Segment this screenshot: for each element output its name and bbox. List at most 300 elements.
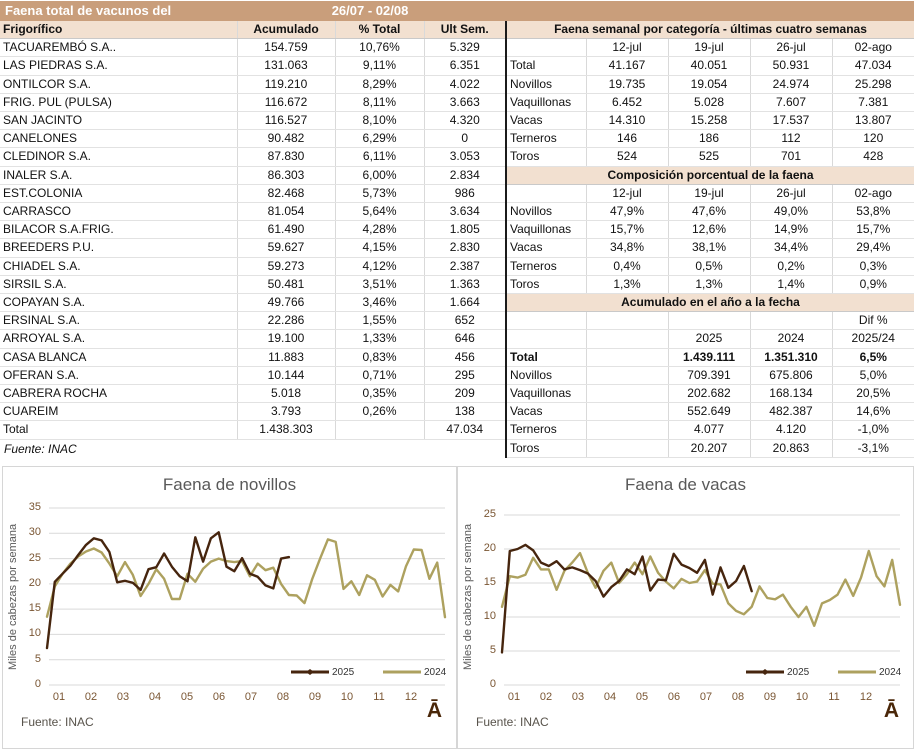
table-row [0, 203, 505, 221]
logo-mark: Ā [883, 699, 899, 722]
table-cell: 14,6% [832, 403, 914, 421]
y-tick-label: 10 [483, 610, 496, 622]
composition-table [507, 185, 914, 294]
table-cell: 86.303 [237, 166, 335, 184]
table-cell: 90.482 [237, 130, 335, 148]
x-tick-label: 08 [731, 691, 745, 703]
table-cell: 552.649 [668, 403, 750, 421]
table-cell: Total [507, 57, 586, 75]
table-cell: SAN JACINTO [0, 112, 237, 130]
table-row [0, 330, 505, 348]
table-cell: 456 [424, 348, 505, 366]
table-cell: 2.834 [424, 166, 505, 184]
table-cell: 3.053 [424, 148, 505, 166]
table-cell: Vacas [507, 112, 586, 130]
table-cell: 0,9% [832, 275, 914, 293]
table-row [507, 312, 914, 330]
table-cell: 1.438.303 [237, 421, 335, 439]
table-row [0, 93, 505, 111]
table-cell [586, 366, 668, 384]
table-cell [507, 39, 586, 57]
x-tick-label: 07 [244, 691, 258, 703]
table-cell: 47.034 [832, 57, 914, 75]
table-cell: 5.018 [237, 385, 335, 403]
table-row [0, 385, 505, 403]
table-cell: 2025/24 [832, 330, 914, 348]
x-tick-label: 05 [635, 691, 649, 703]
table-row [507, 421, 914, 439]
table-cell: 0,3% [832, 257, 914, 275]
table-row [507, 185, 914, 203]
table-cell [507, 312, 586, 330]
table-cell: 482.387 [750, 403, 832, 421]
table-cell [586, 403, 668, 421]
table-cell: 525 [668, 148, 750, 166]
ytd-section-title: Acumulado en el año a la fecha [507, 294, 914, 312]
column-header-frigorifico: Frigorífico [0, 21, 237, 39]
table-cell: 29,4% [832, 239, 914, 257]
table-cell: 675.806 [750, 366, 832, 384]
table-cell: Toros [507, 148, 586, 166]
table-cell: ARROYAL S.A. [0, 330, 237, 348]
table-cell: 186 [668, 130, 750, 148]
table-row [507, 366, 914, 384]
table-cell: 428 [832, 148, 914, 166]
table-row [0, 421, 505, 439]
logo-mark: Ā [426, 699, 442, 722]
date-range: 26/07 - 02/08 [331, 3, 409, 18]
table-cell: 10,76% [335, 39, 424, 57]
report-title-bar [0, 1, 914, 21]
chart-canvas [502, 515, 900, 687]
table-cell: 154.759 [237, 39, 335, 57]
table-cell: 8,10% [335, 112, 424, 130]
weekly-table [507, 39, 914, 166]
table-row [507, 130, 914, 148]
table-cell [507, 330, 586, 348]
table-cell: Terneros [507, 421, 586, 439]
table-cell: Novillos [507, 203, 586, 221]
table-cell: 50.931 [750, 57, 832, 75]
table-cell: 26-jul [750, 39, 832, 57]
composition-section-title: Composición porcentual de la faena [507, 167, 914, 185]
y-tick-label: 35 [28, 501, 41, 513]
table-cell: 0,26% [335, 403, 424, 421]
table-cell: 14.310 [586, 112, 668, 130]
x-tick-label: 10 [795, 691, 809, 703]
table-cell: 47,6% [668, 203, 750, 221]
x-tick-label: 11 [828, 691, 840, 703]
y-tick-label: 20 [483, 542, 496, 554]
table-cell: Vaquillonas [507, 221, 586, 239]
y-tick-label: 10 [28, 627, 41, 640]
y-tick-label: 5 [489, 644, 496, 656]
table-row [0, 239, 505, 257]
table-cell: 1,4% [750, 275, 832, 293]
table-cell: 3.634 [424, 203, 505, 221]
table-cell: 7.381 [832, 93, 914, 111]
table-cell: Dif % [832, 312, 914, 330]
chart-canvas [47, 508, 445, 687]
table-row [0, 166, 505, 184]
table-cell: 38,1% [668, 239, 750, 257]
table-row [0, 57, 505, 75]
table-cell: 1,3% [668, 275, 750, 293]
table-cell: 3,46% [335, 294, 424, 312]
table-cell: 295 [424, 366, 505, 384]
plot-area-novillos [3, 467, 456, 748]
table-row [0, 39, 505, 57]
table-cell: LAS PIEDRAS S.A. [0, 57, 237, 75]
table-cell: 25.298 [832, 75, 914, 93]
table-cell: 646 [424, 330, 505, 348]
table-row [507, 57, 914, 75]
table-row [0, 130, 505, 148]
table-cell: 146 [586, 130, 668, 148]
table-cell: 0,5% [668, 257, 750, 275]
y-tick-label: 25 [28, 551, 41, 564]
table-row [0, 294, 505, 312]
table-row [0, 184, 505, 202]
x-tick-label: 03 [116, 691, 130, 703]
table-cell: FRIG. PUL (PULSA) [0, 93, 237, 111]
legend-label: 2025 [787, 666, 810, 678]
table-row [507, 93, 914, 111]
table-cell: 652 [424, 312, 505, 330]
table-cell: 82.468 [237, 184, 335, 202]
table-cell: 15,7% [832, 221, 914, 239]
table-cell: CARRASCO [0, 203, 237, 221]
y-tick-label: 20 [28, 576, 41, 589]
table-cell [586, 439, 668, 457]
table-cell [750, 312, 832, 330]
table-cell: Novillos [507, 75, 586, 93]
table-row [0, 257, 505, 275]
table-cell: 19.100 [237, 330, 335, 348]
x-tick-label: 02 [84, 691, 98, 703]
table-cell: 138 [424, 403, 505, 421]
table-row [507, 257, 914, 275]
table-cell: 47,9% [586, 203, 668, 221]
table-cell: 0,2% [750, 257, 832, 275]
table-cell: 12,6% [668, 221, 750, 239]
table-cell: 22.286 [237, 312, 335, 330]
table-cell: 116.527 [237, 112, 335, 130]
legend-label: 2025 [332, 666, 355, 678]
table-cell [507, 185, 586, 203]
table-cell: 50.481 [237, 275, 335, 293]
table-row [0, 221, 505, 239]
table-cell: BREEDERS P.U. [0, 239, 237, 257]
table-cell: 12-jul [586, 39, 668, 57]
table-row [507, 221, 914, 239]
table-cell: 6,11% [335, 148, 424, 166]
table-row [0, 75, 505, 93]
chart-source-note: Fuente: INAC [21, 715, 94, 729]
x-tick-label: 12 [404, 691, 418, 703]
table-row [0, 312, 505, 330]
x-tick-label: 06 [212, 691, 226, 703]
table-cell [668, 312, 750, 330]
table-cell: 19-jul [668, 39, 750, 57]
table-row [507, 112, 914, 130]
table-cell: 112 [750, 130, 832, 148]
table-cell: 4.022 [424, 75, 505, 93]
table-cell: 20,5% [832, 385, 914, 403]
table-cell: ONTILCOR S.A. [0, 75, 237, 93]
x-tick-label: 07 [699, 691, 713, 703]
table-cell [335, 421, 424, 439]
table-cell: 87.830 [237, 148, 335, 166]
table-cell: 5,64% [335, 203, 424, 221]
table-cell: BILACOR S.A.FRIG. [0, 221, 237, 239]
table-cell [586, 385, 668, 403]
legend-entry-2025 [746, 665, 809, 679]
table-cell: Toros [507, 275, 586, 293]
column-header-ult-sem: Ult Sem. [424, 21, 505, 39]
table-cell [586, 330, 668, 348]
table-cell: 4.120 [750, 421, 832, 439]
table-cell: COPAYAN S.A. [0, 294, 237, 312]
table-row [0, 148, 505, 166]
table-cell: 6,00% [335, 166, 424, 184]
table-cell: Novillos [507, 366, 586, 384]
table-row [507, 348, 914, 366]
table-cell: 81.054 [237, 203, 335, 221]
table-cell: 986 [424, 184, 505, 202]
y-tick-label: 30 [28, 526, 41, 539]
table-row [507, 203, 914, 221]
legend-entry-2024 [838, 665, 901, 679]
x-tick-label: 01 [52, 691, 66, 703]
table-cell: 53,8% [832, 203, 914, 221]
table-cell: 7.607 [750, 93, 832, 111]
right-tables [507, 21, 914, 458]
x-tick-label: 12 [859, 691, 873, 703]
table-cell: CANELONES [0, 130, 237, 148]
table-cell: CABRERA ROCHA [0, 385, 237, 403]
table-cell: 3,51% [335, 275, 424, 293]
chart-source-note: Fuente: INAC [476, 715, 549, 729]
table-cell: 4,28% [335, 221, 424, 239]
table-cell: 59.627 [237, 239, 335, 257]
table-cell: 34,8% [586, 239, 668, 257]
table-cell: 2.387 [424, 257, 505, 275]
table-cell: 4.077 [668, 421, 750, 439]
x-tick-label: 01 [507, 691, 521, 703]
table-cell: EST.COLONIA [0, 184, 237, 202]
y-axis-title: Miles de cabezas por semana [462, 523, 474, 671]
column-header-acumulado: Acumulado [237, 21, 335, 39]
table-cell: CLEDINOR S.A. [0, 148, 237, 166]
table-cell [586, 312, 668, 330]
table-cell: 1.805 [424, 221, 505, 239]
table-cell: 2025 [668, 330, 750, 348]
table-cell: 524 [586, 148, 668, 166]
table-cell: 41.167 [586, 57, 668, 75]
table-cell: 116.672 [237, 93, 335, 111]
column-header-pct-total: % Total [335, 21, 424, 39]
table-cell: 61.490 [237, 221, 335, 239]
table-cell: 4,15% [335, 239, 424, 257]
legend-entry-2024 [383, 665, 446, 679]
table-cell: 47.034 [424, 421, 505, 439]
table-cell: 8,11% [335, 93, 424, 111]
table-cell: 15.258 [668, 112, 750, 130]
table-cell: 10.144 [237, 366, 335, 384]
table-cell: 19-jul [668, 185, 750, 203]
table-row [507, 403, 914, 421]
table-cell: 02-ago [832, 39, 914, 57]
table-cell [586, 348, 668, 366]
table-cell: 2.830 [424, 239, 505, 257]
x-tick-label: 09 [763, 691, 777, 703]
source-note: Fuente: INAC [4, 442, 77, 456]
table-cell: 168.134 [750, 385, 832, 403]
legend-entry-2025 [291, 665, 354, 679]
table-cell: 19.735 [586, 75, 668, 93]
ytd-table [507, 312, 914, 458]
table-row [507, 148, 914, 166]
table-cell: 0,4% [586, 257, 668, 275]
table-cell: 3.793 [237, 403, 335, 421]
table-cell: 20.863 [750, 439, 832, 457]
table-row [507, 439, 914, 457]
table-cell: -1,0% [832, 421, 914, 439]
y-tick-label: 25 [483, 508, 496, 520]
chart-panel-novillos [2, 466, 457, 749]
table-cell: 1,3% [586, 275, 668, 293]
table-cell: 12-jul [586, 185, 668, 203]
table-cell: 1.363 [424, 275, 505, 293]
table-cell: Vaquillonas [507, 93, 586, 111]
x-tick-label: 03 [571, 691, 585, 703]
table-cell: 20.207 [668, 439, 750, 457]
table-cell: -3,1% [832, 439, 914, 457]
y-tick-label: 15 [28, 602, 41, 615]
table-cell: 202.682 [668, 385, 750, 403]
table-cell: Total [507, 348, 586, 366]
table-cell: 26-jul [750, 185, 832, 203]
x-tick-label: 02 [539, 691, 553, 703]
weekly-section-title: Faena semanal por categoría - últimas cuatro semanas [507, 21, 914, 39]
table-cell: 19.054 [668, 75, 750, 93]
table-row [0, 403, 505, 421]
table-row [507, 75, 914, 93]
table-cell: Vaquillonas [507, 385, 586, 403]
table-cell: 11.883 [237, 348, 335, 366]
table-cell: 17.537 [750, 112, 832, 130]
table-cell: OFERAN S.A. [0, 366, 237, 384]
table-cell: 13.807 [832, 112, 914, 130]
table-cell: 1,33% [335, 330, 424, 348]
x-tick-label: 08 [276, 691, 290, 703]
table-cell [586, 421, 668, 439]
table-row [507, 239, 914, 257]
table-cell: 120 [832, 130, 914, 148]
plot-area-vacas [458, 467, 913, 748]
page-title: Faena total de vacunos del [5, 3, 172, 18]
x-tick-label: 04 [603, 691, 617, 703]
chart-title-novillos: Faena de novillos [162, 475, 297, 494]
table-cell: 5.329 [424, 39, 505, 57]
table-cell: 59.273 [237, 257, 335, 275]
table-cell: 131.063 [237, 57, 335, 75]
y-axis-title: Miles de cabezas por semana [7, 523, 19, 671]
x-tick-label: 06 [667, 691, 681, 703]
table-cell: Total [0, 421, 237, 439]
plants-header-row [0, 21, 505, 39]
table-row [507, 275, 914, 293]
table-cell: CUAREIM [0, 403, 237, 421]
table-cell: CASA BLANCA [0, 348, 237, 366]
table-cell: Vacas [507, 239, 586, 257]
table-cell: Terneros [507, 130, 586, 148]
x-tick-label: 05 [180, 691, 194, 703]
y-tick-label: 0 [34, 678, 41, 690]
legend-label: 2024 [879, 666, 902, 678]
table-cell: Vacas [507, 403, 586, 421]
table-cell: 5.028 [668, 93, 750, 111]
table-cell: 8,29% [335, 75, 424, 93]
table-cell: 14,9% [750, 221, 832, 239]
table-row [0, 112, 505, 130]
table-cell: 0,71% [335, 366, 424, 384]
table-cell: 1.439.111 [668, 348, 750, 366]
table-row [507, 39, 914, 57]
table-cell: 0,35% [335, 385, 424, 403]
table-cell: Terneros [507, 257, 586, 275]
table-cell: 49.766 [237, 294, 335, 312]
table-cell: 1,55% [335, 312, 424, 330]
table-cell: SIRSIL S.A. [0, 275, 237, 293]
table-cell: Toros [507, 439, 586, 457]
x-tick-label: 11 [373, 691, 385, 703]
table-cell: 40.051 [668, 57, 750, 75]
table-cell: CHIADEL S.A. [0, 257, 237, 275]
x-tick-label: 10 [340, 691, 354, 703]
table-cell: 2024 [750, 330, 832, 348]
table-row [0, 366, 505, 384]
table-cell: 709.391 [668, 366, 750, 384]
table-cell: 1.351.310 [750, 348, 832, 366]
table-cell: 34,4% [750, 239, 832, 257]
table-cell: TACUAREMBÓ S.A.. [0, 39, 237, 57]
table-cell: 119.210 [237, 75, 335, 93]
table-cell: 6.452 [586, 93, 668, 111]
chart-panel-vacas [457, 466, 914, 749]
y-tick-label: 15 [483, 576, 496, 588]
table-cell: 6,29% [335, 130, 424, 148]
table-row [507, 385, 914, 403]
x-tick-label: 09 [308, 691, 322, 703]
y-tick-label: 5 [34, 652, 41, 665]
table-cell: 0 [424, 130, 505, 148]
table-cell: ERSINAL S.A. [0, 312, 237, 330]
table-row [0, 275, 505, 293]
table-row [507, 330, 914, 348]
x-tick-label: 04 [148, 691, 162, 703]
table-cell: 209 [424, 385, 505, 403]
table-cell: 3.663 [424, 93, 505, 111]
table-cell: 24.974 [750, 75, 832, 93]
table-cell: 701 [750, 148, 832, 166]
table-cell: 6,5% [832, 348, 914, 366]
table-row [0, 348, 505, 366]
table-cell: 1.664 [424, 294, 505, 312]
table-cell: 9,11% [335, 57, 424, 75]
table-cell: 5,0% [832, 366, 914, 384]
